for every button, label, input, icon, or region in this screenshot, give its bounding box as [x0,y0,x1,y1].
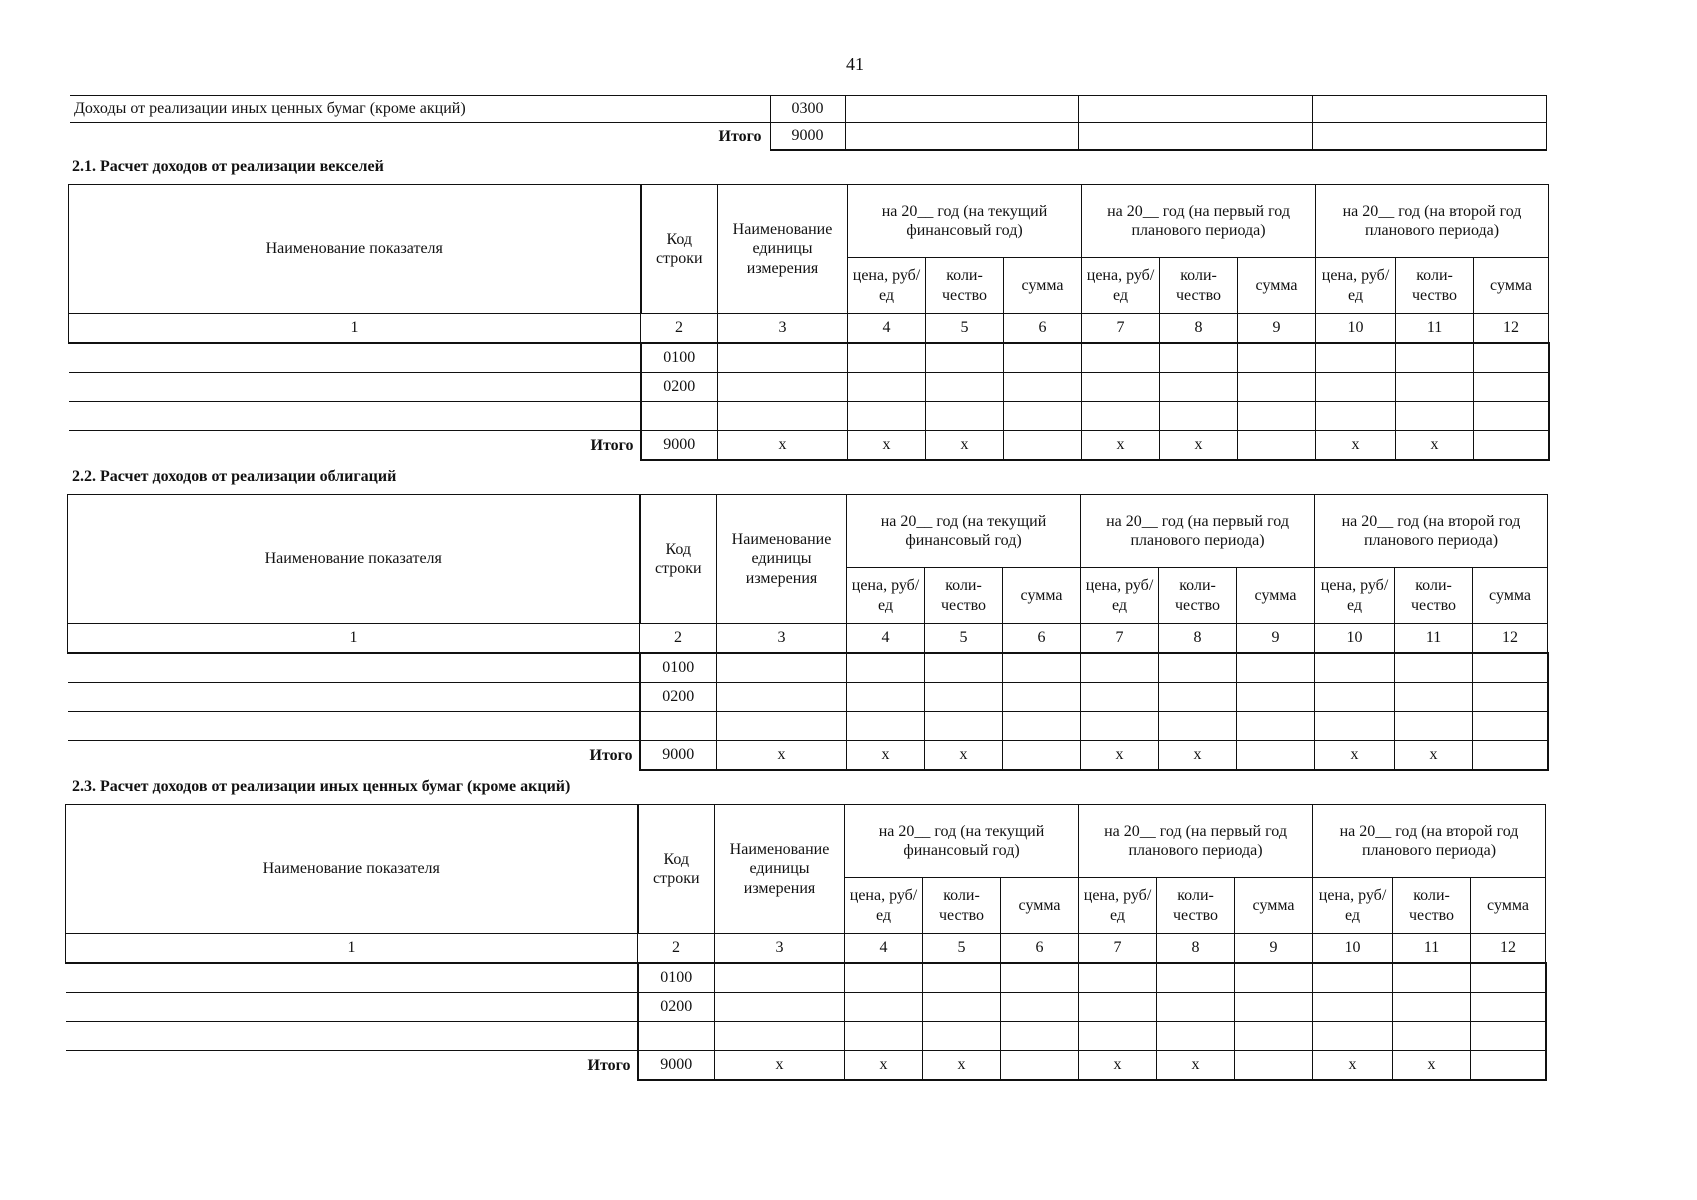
value-cell[interactable] [923,993,1001,1022]
value-cell[interactable] [718,402,848,431]
row-name-cell[interactable] [69,373,641,402]
total-value-cell[interactable]: x [1313,1051,1393,1081]
header-quantity: коли- чество [1395,568,1473,624]
total-value-cell[interactable]: x [926,431,1004,461]
total-value-cell[interactable]: x [1393,1051,1471,1081]
column-number: 11 [1393,934,1471,964]
header-quantity: коли- чество [926,258,1004,314]
total-label: Итого [69,431,641,461]
row-code: 0300 [770,96,845,123]
value-cell[interactable] [1081,712,1159,741]
total-value-cell[interactable] [1238,431,1316,461]
value-cell[interactable] [1157,1022,1235,1051]
row-name-cell[interactable] [66,993,638,1022]
value-cell[interactable] [1235,993,1313,1022]
total-row [69,431,1549,461]
total-value-cell[interactable]: x [925,741,1003,771]
table-row [66,1022,1546,1051]
total-label: Итого [718,127,762,145]
header-quantity: коли- чество [1396,258,1474,314]
header-unit: Наименование единицы измерения [715,805,845,934]
value-cell[interactable] [1395,653,1473,683]
value-cell[interactable] [1238,373,1316,402]
column-number: 3 [718,314,848,344]
total-value-cell[interactable]: x [715,1051,845,1081]
row-code [641,402,718,431]
row-name-cell[interactable] [66,1022,638,1051]
total-label: Итого [68,741,640,771]
value-cell[interactable] [1078,96,1312,123]
value-cell[interactable] [715,963,845,993]
header-code: Код строки [640,495,717,624]
value-cell[interactable] [1237,683,1315,712]
header-sum: сумма [1238,258,1316,314]
header-sum: сумма [1001,878,1079,934]
total-value-cell[interactable]: x [923,1051,1001,1081]
total-code: 9000 [638,1051,715,1081]
column-number: 2 [641,314,718,344]
value-cell[interactable] [1003,683,1081,712]
total-value-cell[interactable] [1235,1051,1313,1081]
value-cell[interactable] [1473,712,1548,741]
total-value-cell[interactable] [1471,1051,1546,1081]
total-value-cell[interactable] [1003,741,1081,771]
value-cell[interactable] [848,402,926,431]
value-cell[interactable] [1315,712,1395,741]
column-number: 2 [638,934,715,964]
value-cell[interactable] [1082,343,1160,373]
header-period-first: на 20__ год (на первый год планового периода) [1081,495,1315,568]
value-cell[interactable] [1235,963,1313,993]
value-cell[interactable] [1001,1022,1079,1051]
row-name: Доходы от реализации иных ценных бумаг (кроме акций) [70,96,770,123]
column-number: 1 [68,624,640,654]
value-cell[interactable] [1003,712,1081,741]
total-value-cell[interactable] [1001,1051,1079,1081]
value-cell[interactable] [1395,712,1473,741]
column-number: 6 [1003,624,1081,654]
value-cell[interactable] [715,993,845,1022]
header-price: цена, руб/ед [1316,258,1396,314]
total-value-cell[interactable]: x [718,431,848,461]
header-unit: Наименование единицы измерения [718,185,848,314]
total-value-cell[interactable]: x [1081,741,1159,771]
total-value-cell[interactable] [1237,741,1315,771]
column-number: 6 [1004,314,1082,344]
value-cell[interactable] [925,712,1003,741]
value-cell[interactable] [1312,123,1546,151]
value-cell[interactable] [926,402,1004,431]
column-number: 9 [1238,314,1316,344]
row-name-cell[interactable] [68,683,640,712]
value-cell[interactable] [845,96,1078,123]
value-cell[interactable] [717,653,847,683]
header-period-current: на 20__ год (на текущий финансовый год) [847,495,1081,568]
total-value-cell[interactable]: x [1160,431,1238,461]
header-quantity: коли- чество [1160,258,1238,314]
calculation-table [65,804,1547,1081]
value-cell[interactable] [1159,653,1237,683]
value-cell[interactable] [717,712,847,741]
value-cell[interactable] [1081,653,1159,683]
header-quantity: коли- чество [1393,878,1471,934]
value-cell[interactable] [1081,683,1159,712]
total-value-cell[interactable] [1004,431,1082,461]
total-value-cell[interactable]: x [1082,431,1160,461]
total-row [66,1051,1546,1081]
column-number: 11 [1396,314,1474,344]
total-row [68,741,1548,771]
section-title: 2.3. Расчет доходов от реализации иных ценных бумаг (кроме акций) [72,778,571,795]
column-number: 5 [925,624,1003,654]
table-row [66,993,1546,1022]
header-name: Наименование показателя [66,805,638,934]
value-cell[interactable] [926,343,1004,373]
row-code: 0100 [641,343,718,373]
value-cell[interactable] [847,712,925,741]
calculation-table [67,494,1549,771]
value-cell[interactable] [1393,963,1471,993]
value-cell[interactable] [1160,343,1238,373]
value-cell[interactable] [1393,993,1471,1022]
header-period-second: на 20__ год (на второй год планового периода) [1313,805,1546,878]
row-code [638,1022,715,1051]
calculation-table [68,184,1550,461]
total-value-cell[interactable] [1473,741,1548,771]
value-cell[interactable] [1315,683,1395,712]
value-cell[interactable] [1474,402,1549,431]
value-cell[interactable] [1078,123,1312,151]
value-cell[interactable] [1004,402,1082,431]
header-code: Код строки [638,805,715,934]
row-name-cell[interactable] [66,963,638,993]
header-price: цена, руб/ед [848,258,926,314]
column-number: 10 [1315,624,1395,654]
value-cell[interactable] [845,993,923,1022]
column-number: 8 [1159,624,1237,654]
table-row [68,653,1548,683]
column-number: 7 [1082,314,1160,344]
value-cell[interactable] [1157,993,1235,1022]
header-price: цена, руб/ед [847,568,925,624]
value-cell[interactable] [717,683,847,712]
table-row [66,963,1546,993]
header-period-first: на 20__ год (на первый год планового периода) [1082,185,1316,258]
total-value-cell[interactable] [1474,431,1549,461]
value-cell[interactable] [1238,402,1316,431]
value-cell[interactable] [1474,343,1549,373]
value-cell[interactable] [848,343,926,373]
row-code: 0200 [641,373,718,402]
column-number: 5 [923,934,1001,964]
column-number: 3 [715,934,845,964]
total-value-cell[interactable]: x [1316,431,1396,461]
row-code: 0100 [640,653,717,683]
value-cell[interactable] [1082,373,1160,402]
value-cell[interactable] [1471,963,1546,993]
value-cell[interactable] [923,1022,1001,1051]
value-cell[interactable] [1160,373,1238,402]
header-code: Код строки [641,185,718,314]
column-number: 7 [1081,624,1159,654]
header-sum: сумма [1004,258,1082,314]
value-cell[interactable] [848,373,926,402]
value-cell[interactable] [925,683,1003,712]
header-quantity: коли- чество [925,568,1003,624]
table-row [68,683,1548,712]
value-cell[interactable] [845,123,1078,151]
value-cell[interactable] [1396,402,1474,431]
value-cell[interactable] [1082,402,1160,431]
column-number: 3 [717,624,847,654]
value-cell[interactable] [925,653,1003,683]
header-sum: сумма [1237,568,1315,624]
total-code: 9000 [641,431,718,461]
value-cell[interactable] [1004,373,1082,402]
value-cell[interactable] [1474,373,1549,402]
value-cell[interactable] [1313,1022,1393,1051]
total-code: 9000 [770,123,845,151]
column-number: 8 [1160,314,1238,344]
header-quantity: коли- чество [1157,878,1235,934]
column-number: 2 [640,624,717,654]
total-value-cell[interactable]: x [1396,431,1474,461]
header-price: цена, руб/ед [845,878,923,934]
value-cell[interactable] [1160,402,1238,431]
header-quantity: коли- чество [923,878,1001,934]
value-cell[interactable] [1316,402,1396,431]
row-name-cell[interactable] [68,653,640,683]
value-cell[interactable] [1235,1022,1313,1051]
value-cell[interactable] [1313,963,1393,993]
value-cell[interactable] [1393,1022,1471,1051]
total-value-cell[interactable]: x [1395,741,1473,771]
value-cell[interactable] [715,1022,845,1051]
column-number: 10 [1313,934,1393,964]
value-cell[interactable] [1237,653,1315,683]
total-value-cell[interactable]: x [1159,741,1237,771]
section-title: 2.1. Расчет доходов от реализации векселей [72,158,384,175]
total-value-cell[interactable]: x [1315,741,1395,771]
header-sum: сумма [1471,878,1546,934]
header-period-first: на 20__ год (на первый год планового периода) [1079,805,1313,878]
value-cell[interactable] [1473,653,1548,683]
table-row [68,712,1548,741]
value-cell[interactable] [1315,653,1395,683]
total-value-cell[interactable]: x [1079,1051,1157,1081]
column-number: 12 [1471,934,1546,964]
value-cell[interactable] [845,1022,923,1051]
column-number: 10 [1316,314,1396,344]
value-cell[interactable] [1079,993,1157,1022]
column-number: 1 [66,934,638,964]
column-number: 8 [1157,934,1235,964]
column-number: 11 [1395,624,1473,654]
column-number: 9 [1235,934,1313,964]
header-name: Наименование показателя [69,185,641,314]
header-period-second: на 20__ год (на второй год планового периода) [1316,185,1549,258]
header-name: Наименование показателя [68,495,640,624]
column-number: 1 [69,314,641,344]
header-sum: сумма [1473,568,1548,624]
value-cell[interactable] [1237,712,1315,741]
row-code: 0200 [640,683,717,712]
header-price: цена, руб/ед [1079,878,1157,934]
header-unit: Наименование единицы измерения [717,495,847,624]
value-cell[interactable] [718,373,848,402]
value-cell[interactable] [1396,343,1474,373]
total-value-cell[interactable]: x [847,741,925,771]
value-cell[interactable] [1004,343,1082,373]
header-period-current: на 20__ год (на текущий финансовый год) [848,185,1082,258]
table-row [69,343,1549,373]
value-cell[interactable] [1473,683,1548,712]
column-number: 12 [1474,314,1549,344]
header-price: цена, руб/ед [1313,878,1393,934]
section-title: 2.2. Расчет доходов от реализации облигаций [72,468,397,485]
value-cell[interactable] [1079,963,1157,993]
value-cell[interactable] [923,963,1001,993]
table-row [70,96,1546,123]
header-period-second: на 20__ год (на второй год планового периода) [1315,495,1548,568]
column-number: 4 [847,624,925,654]
header-price: цена, руб/ед [1081,568,1159,624]
column-number: 7 [1079,934,1157,964]
column-number: 5 [926,314,1004,344]
value-cell[interactable] [1001,963,1079,993]
total-value-cell[interactable]: x [1157,1051,1235,1081]
value-cell[interactable] [847,653,925,683]
value-cell[interactable] [1001,993,1079,1022]
value-cell[interactable] [1312,96,1546,123]
value-cell[interactable] [1003,653,1081,683]
total-value-cell[interactable]: x [717,741,847,771]
column-number: 4 [845,934,923,964]
total-value-cell[interactable]: x [848,431,926,461]
header-price: цена, руб/ед [1082,258,1160,314]
value-cell[interactable] [1313,993,1393,1022]
row-name-cell[interactable] [68,712,640,741]
header-price: цена, руб/ед [1315,568,1395,624]
total-code: 9000 [640,741,717,771]
total-label: Итого [66,1051,638,1081]
header-quantity: коли- чество [1159,568,1237,624]
value-cell[interactable] [845,963,923,993]
row-code: 0100 [638,963,715,993]
header-period-current: на 20__ год (на текущий финансовый год) [845,805,1079,878]
value-cell[interactable] [1471,1022,1546,1051]
total-value-cell[interactable]: x [845,1051,923,1081]
value-cell[interactable] [1316,373,1396,402]
value-cell[interactable] [1471,993,1546,1022]
value-cell[interactable] [1159,712,1237,741]
row-code: 0200 [638,993,715,1022]
value-cell[interactable] [926,373,1004,402]
header-sum: сумма [1235,878,1313,934]
value-cell[interactable] [1159,683,1237,712]
column-number: 12 [1473,624,1548,654]
row-name-cell[interactable] [69,402,641,431]
column-number: 6 [1001,934,1079,964]
header-sum: сумма [1003,568,1081,624]
value-cell[interactable] [718,343,848,373]
value-cell[interactable] [1157,963,1235,993]
column-number: 9 [1237,624,1315,654]
table-row [69,373,1549,402]
row-name-cell[interactable] [69,343,641,373]
value-cell[interactable] [1238,343,1316,373]
row-code [640,712,717,741]
value-cell[interactable] [847,683,925,712]
value-cell[interactable] [1395,683,1473,712]
header-sum: сумма [1474,258,1549,314]
value-cell[interactable] [1079,1022,1157,1051]
column-number: 4 [848,314,926,344]
table-row [70,123,1546,151]
summary-table [70,95,1547,151]
value-cell[interactable] [1316,343,1396,373]
value-cell[interactable] [1396,373,1474,402]
page-number: 41 [846,54,864,74]
table-row [69,402,1549,431]
